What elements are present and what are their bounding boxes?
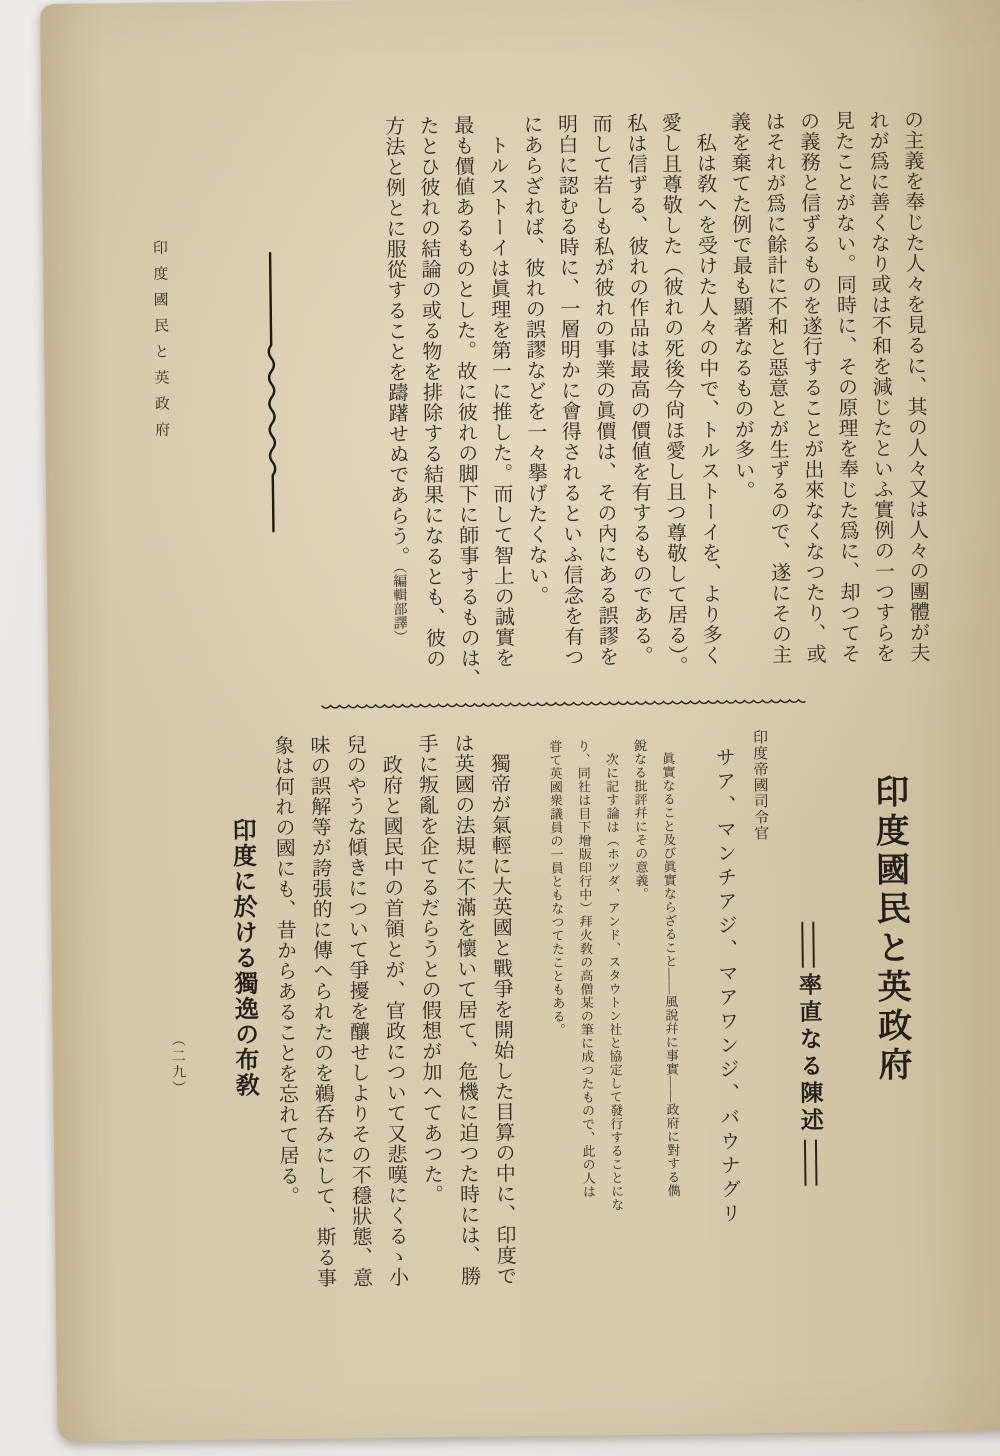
text-column: 味の誤解等が誇張的に傳へられたのを鵜呑みにして、斯る事 — [306, 734, 336, 1289]
note-column: 眞實なること及び眞實ならざること――風說幷に事實――政府に對する儁 — [660, 738, 681, 1198]
article-subtitle — [791, 916, 827, 1190]
margin-running-title: 印度國民と英政府 — [150, 239, 170, 448]
paper-page — [40, 0, 1000, 1442]
double-bar-ornament — [803, 1140, 817, 1186]
text-column: 兒のやうな傾きについて爭擾を釀せしよりその不穩狀態、意 — [342, 734, 372, 1288]
page-number: （二九） — [169, 1032, 186, 1097]
editorial-note-text — [539, 738, 687, 1212]
text-column: れが爲に善くなり或は不和を減じたといふ實例の一つすらを — [865, 109, 895, 664]
text-column: 義を棄てた例で最も顯著なるものが多い。 — [727, 111, 755, 502]
text-column: はそれが爲に餘計に不和と惡意とが生ずるので、遂にその主 — [761, 110, 791, 665]
text-column: 明白に認むる時に、一層明かに會得されるといふ信念を有つ — [554, 113, 584, 668]
second-article-body — [262, 732, 523, 1335]
text-column: 最も價値あるものとした。故に彼れの脚下に師事するものは、 — [450, 114, 480, 689]
note-column: 甞て英國衆議員の一員ともなつてたこともある。 — [547, 739, 566, 1037]
text-column: の主義を奉じた人々を見るに、其の人々又は人々の團體が夫 — [900, 109, 930, 663]
top-article-text — [372, 109, 935, 716]
text-column: 獨帝が氣輕に大英國と戰爭を開始した目算の中に、印度で — [486, 732, 516, 1287]
note-column: 次に記す論は（ホツダ、アンド、スタウトン社と協定して發行することにな — [603, 738, 625, 1212]
note-column: り、同社は目下增版印行中）拜火敎の高僧某の筆に成つたもので、此の人は — [575, 739, 597, 1199]
text-column: トルストーイは眞理を第一に推した。而して智上の誠實を — [485, 114, 515, 669]
text-column: 私は信ずる、彼れの作品は最高の價値を有するものである。 — [623, 112, 653, 667]
text-column: 象は何れの國にも、昔からあることを忘れて居る。 — [270, 734, 299, 1207]
text-column: 手に叛亂を企てるだらうとの假想が加へてあつた。 — [414, 733, 443, 1205]
text-column — [375, 115, 417, 715]
next-section-heading: 印度に於ける獨逸の布敎 — [227, 817, 258, 1099]
double-bar-ornament — [801, 922, 815, 968]
text-column: 愛し且尊敬した（彼れの死後今尙ほ愛し且つ尊敬して居る）。 — [658, 112, 688, 677]
text-column: たとひ彼れの結論の或る物を排除する結果になるとも、彼の — [416, 115, 445, 669]
vertical-wavy-end-mark — [263, 250, 282, 536]
editorial-credit: （編輯部譯） — [390, 566, 407, 644]
author-name: サア、マンチアジ、マアワンジ、バウナグリ — [712, 746, 740, 1227]
text-column: 見たことがない。同時に、その原理を奉じた爲に、却つてそ — [831, 110, 860, 664]
text-column: は英國の法規に不滿を懷いて居て、危機に迫つた時には、勝 — [450, 732, 480, 1287]
text-column: 政府と國民中の首領とが、官政について又悲嘆にくるゝ小 — [378, 733, 408, 1288]
article-title: 印度國民と英政府 — [869, 773, 911, 1086]
note-column: 銳なる批評幷にその意義。 — [631, 738, 649, 901]
text-column: 而して若しも私が彼れの事業の眞價は、その內にある誤謬を — [589, 113, 618, 667]
text-column-main: 方法と例とに服從することを躊躇せぬであらう。 — [381, 115, 409, 567]
author-role: 印度帝國司令官 — [750, 729, 769, 842]
text-column: の義務と信ずるものを遂行することが出來なくなつたり、或 — [796, 110, 826, 665]
text-column: にあらざれば、彼れの誤謬などを一々擧げたくない。 — [519, 113, 548, 607]
article-subtitle-text: 率直なる陳述 — [795, 972, 823, 1135]
text-column: 私は敎へを受けた人々の中で、トルストーイを、より多く — [692, 111, 722, 666]
